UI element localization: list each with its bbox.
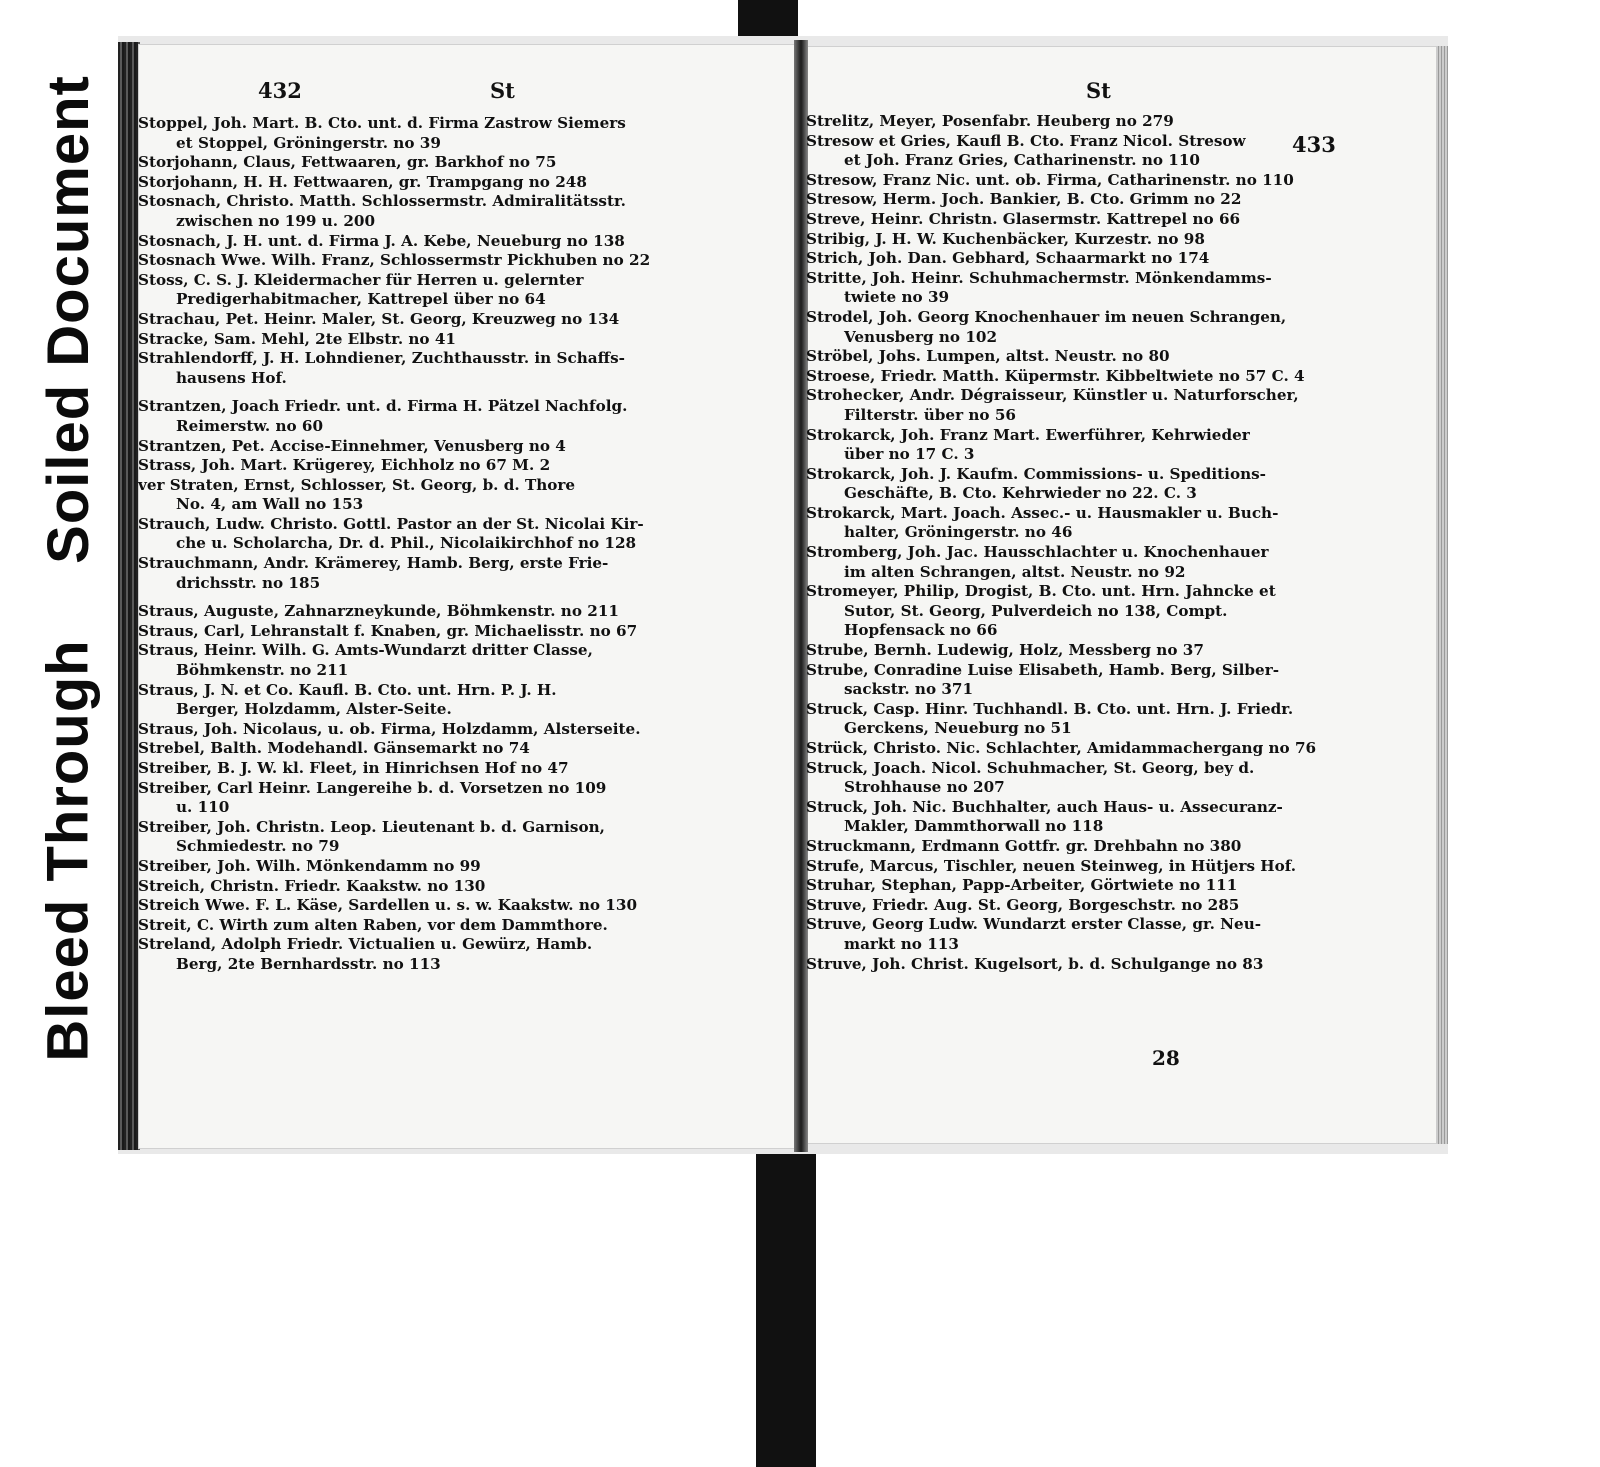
directory-entry	[806, 367, 1326, 387]
left-page-header: St	[490, 78, 515, 103]
entry-continuation: che u. Scholarcha, Dr. d. Phil., Nicolaikirchhof no 128	[176, 534, 637, 553]
entry-text: Streich Wwe. F. L. Käse, Sardellen u. s. w. Kaakstw. no 130	[138, 896, 638, 915]
entry-text: Strich, Joh. Dan. Gebhard, Schaarmarkt no 174	[806, 249, 1210, 268]
directory-entry	[806, 837, 1326, 857]
entry-text: Streiber, B. J. W. kl. Fleet, in Hinrichsen Hof no 47	[138, 759, 569, 777]
entry-text: Straus, Auguste, Zahnarzneykunde, Böhmkenstr. no 211	[138, 602, 619, 621]
directory-entry	[806, 896, 1326, 916]
entry-text: Stosnach, J. H. unt. d. Firma J. A. Kebe, Neueburg no 138	[138, 231, 625, 250]
left-entry-list	[138, 114, 653, 975]
right-entry-list	[806, 112, 1326, 974]
entry-text: Streve, Heinr. Christn. Glasermstr. Kattrepel no 66	[806, 209, 1241, 228]
entry-text: Strelitz, Meyer, Posenfabr. Heuberg no 279	[806, 112, 1174, 130]
directory-entry	[138, 681, 653, 720]
directory-entry	[138, 641, 653, 680]
entry-text: Stritte, Joh. Heinr. Schuhmachermstr. Mönkendamms-	[806, 268, 1272, 287]
entry-continuation: Berg, 2te Bernhardsstr. no 113	[176, 954, 441, 973]
entry-text: Stracke, Sam. Mehl, 2te Elbstr. no 41	[138, 329, 456, 348]
directory-entry	[138, 857, 653, 877]
directory-entry	[806, 171, 1326, 191]
entry-text: Stromberg, Joh. Jac. Hausschlachter u. Knochenhauer	[806, 543, 1269, 562]
directory-entry	[138, 330, 653, 350]
page-edges	[1436, 46, 1448, 1144]
entry-text: Streiber, Joh. Christn. Leop. Lieutenant b. d. Garnison,	[138, 817, 605, 836]
entry-continuation: Makler, Dammthorwall no 118	[844, 817, 1104, 836]
directory-entry	[138, 310, 653, 330]
directory-entry	[806, 386, 1326, 425]
entry-continuation: et Stoppel, Gröningerstr. no 39	[176, 133, 441, 152]
directory-entry	[806, 504, 1326, 543]
entry-continuation: markt no 113	[844, 934, 959, 953]
entry-continuation: u. 110	[176, 798, 230, 817]
entry-text: Storjohann, H. H. Fettwaaren, gr. Trampgang no 248	[138, 172, 587, 191]
entry-text: Strube, Bernh. Ludewig, Holz, Messberg no 37	[806, 641, 1204, 660]
entry-text: Strahlendorff, J. H. Lohndiener, Zuchthausstr. in Schaffs-	[138, 349, 625, 368]
directory-entry	[138, 456, 653, 476]
entry-text: Streich, Christn. Friedr. Kaakstw. no 130	[138, 876, 486, 895]
entry-text: Ströbel, Johs. Lumpen, altst. Neustr. no 80	[806, 347, 1170, 366]
entry-continuation: Berger, Holzdamm, Alster-Seite.	[176, 700, 452, 719]
entry-text: Struck, Casp. Hinr. Tuchhandl. B. Cto. unt. Hrn. J. Friedr.	[806, 699, 1294, 718]
entry-text: Straus, Heinr. Wilh. G. Amts-Wundarzt dritter Classe,	[138, 641, 593, 660]
directory-entry	[806, 190, 1326, 210]
directory-entry	[138, 515, 653, 554]
entry-text: Struve, Joh. Christ. Kugelsort, b. d. Schulgange no 83	[806, 954, 1264, 973]
entry-text: Struck, Joh. Nic. Buchhalter, auch Haus- u. Assecuranz-	[806, 797, 1283, 816]
entry-text: Stosnach Wwe. Wilh. Franz, Schlossermstr Pickhuben no 22	[138, 251, 651, 270]
soiled-document-stamp	[22, 52, 114, 587]
entry-continuation: Reimerstw. no 60	[176, 416, 324, 435]
entry-text: Strodel, Joh. Georg Knochenhauer im neuen Schrangen,	[806, 307, 1287, 326]
directory-entry	[138, 935, 653, 974]
directory-entry	[806, 132, 1326, 171]
entry-text: Strantzen, Joach Friedr. unt. d. Firma H. Pätzel Nachfolg.	[138, 397, 628, 416]
directory-entry	[806, 543, 1326, 582]
directory-entry	[806, 582, 1326, 641]
entry-continuation: Filterstr. über no 56	[844, 405, 1016, 424]
entry-text: Stresow, Franz Nic. unt. ob. Firma, Catharinenstr. no 110	[806, 170, 1294, 189]
directory-entry	[138, 271, 653, 310]
signature-mark: 28	[1152, 1046, 1180, 1070]
entry-continuation: im alten Schrangen, altst. Neustr. no 92	[844, 562, 1186, 581]
directory-entry	[138, 554, 653, 593]
directory-entry	[138, 739, 653, 759]
directory-entry	[138, 877, 653, 897]
entry-text: Struck, Joach. Nicol. Schuhmacher, St. Georg, bey d.	[806, 758, 1255, 777]
directory-entry	[138, 173, 653, 193]
right-page-header: St	[1086, 78, 1111, 103]
entry-text: Strauchmann, Andr. Krämerey, Hamb. Berg, erste Frie-	[138, 554, 609, 573]
entry-text: Streit, C. Wirth zum alten Raben, vor dem Dammthore.	[138, 915, 608, 934]
entry-continuation: Sutor, St. Georg, Pulverdeich no 138, Compt.	[844, 601, 1228, 620]
directory-entry	[138, 818, 653, 857]
entry-text: Straus, Joh. Nicolaus, u. ob. Firma, Holzdamm, Alsterseite.	[138, 719, 641, 738]
entry-text: Strokarck, Joh. Franz Mart. Ewerführer, Kehrwieder	[806, 425, 1250, 444]
directory-entry	[806, 465, 1326, 504]
entry-text: Strauch, Ludw. Christo. Gottl. Pastor an der St. Nicolai Kir-	[138, 514, 644, 533]
entry-continuation: halter, Gröningerstr. no 46	[844, 523, 1073, 542]
entry-text: Strokarck, Mart. Joach. Assec.- u. Hausmakler u. Buch-	[806, 503, 1279, 522]
entry-continuation: No. 4, am Wall no 153	[176, 495, 364, 514]
directory-entry	[806, 112, 1326, 132]
entry-continuation: Venusberg no 102	[844, 327, 998, 346]
entry-continuation: Predigerhabitmacher, Kattrepel über no 64	[176, 290, 546, 309]
directory-entry	[138, 622, 653, 642]
directory-entry	[138, 251, 653, 271]
entry-text: Stresow, Herm. Joch. Bankier, B. Cto. Grimm no 22	[806, 190, 1242, 209]
entry-text: Stroese, Friedr. Matth. Küpermstr. Kibbeltwiete no 57 C. 4	[806, 366, 1305, 385]
directory-entry	[138, 153, 653, 173]
directory-entry	[806, 739, 1326, 759]
entry-text: Straus, Carl, Lehranstalt f. Knaben, gr. Michaelisstr. no 67	[138, 621, 638, 640]
directory-entry	[806, 876, 1326, 896]
entry-gap	[138, 593, 653, 602]
entry-text: Stribig, J. H. W. Kuchenbäcker, Kurzestr. no 98	[806, 229, 1205, 248]
directory-entry	[138, 916, 653, 936]
directory-entry	[138, 896, 653, 916]
binding-strip-bottom	[756, 1148, 816, 1467]
directory-entry	[806, 661, 1326, 700]
directory-entry	[138, 476, 653, 515]
directory-entry	[806, 249, 1326, 269]
directory-entry	[806, 347, 1326, 367]
entry-text: Strebel, Balth. Modehandl. Gänsemarkt no 74	[138, 739, 530, 758]
directory-entry	[806, 955, 1326, 975]
entry-text: Stromeyer, Philip, Drogist, B. Cto. unt. Hrn. Jahncke et	[806, 582, 1276, 601]
entry-text: Strokarck, Joh. J. Kaufm. Commissions- u. Speditions-	[806, 464, 1266, 483]
directory-entry	[138, 114, 653, 153]
directory-entry	[138, 437, 653, 457]
left-page-number: 432	[258, 78, 302, 103]
entry-continuation: über no 17 C. 3	[844, 445, 975, 464]
directory-entry	[806, 857, 1326, 877]
entry-text: Strohecker, Andr. Dégraisseur, Künstler u. Naturforscher,	[806, 386, 1299, 405]
entry-continuation: Schmiedestr. no 79	[176, 837, 340, 856]
directory-entry	[806, 230, 1326, 250]
directory-entry	[806, 426, 1326, 465]
entry-text: Strachau, Pet. Heinr. Maler, St. Georg, Kreuzweg no 134	[138, 309, 620, 328]
directory-entry	[138, 720, 653, 740]
entry-continuation: Geschäfte, B. Cto. Kehrwieder no 22. C. 3	[844, 484, 1197, 503]
entry-text: Strass, Joh. Mart. Krügerey, Eichholz no 67 M. 2	[138, 456, 551, 475]
entry-continuation: et Joh. Franz Gries, Catharinenstr. no 110	[844, 151, 1200, 170]
entry-text: Stoss, C. S. J. Kleidermacher für Herren u. gelernter	[138, 270, 584, 289]
entry-text: Streland, Adolph Friedr. Victualien u. Gewürz, Hamb.	[138, 935, 593, 954]
entry-continuation: zwischen no 199 u. 200	[176, 211, 376, 230]
soiled-document-label: Soiled Document	[35, 75, 101, 564]
entry-continuation: hausens Hof.	[176, 368, 287, 387]
directory-entry	[806, 759, 1326, 798]
entry-text: Struve, Friedr. Aug. St. Georg, Borgeschstr. no 285	[806, 895, 1240, 914]
right-page-number: 433	[1292, 132, 1336, 157]
directory-entry	[138, 232, 653, 252]
directory-entry	[138, 192, 653, 231]
entry-text: Struve, Georg Ludw. Wundarzt erster Classe, gr. Neu-	[806, 915, 1262, 934]
directory-entry	[138, 779, 653, 818]
entry-gap	[138, 388, 653, 397]
entry-text: Struhar, Stephan, Papp-Arbeiter, Görtwiete no 111	[806, 876, 1238, 895]
entry-text: Stoppel, Joh. Mart. B. Cto. unt. d. Firma Zastrow Siemers	[138, 114, 626, 132]
directory-entry	[806, 798, 1326, 837]
entry-continuation: twiete no 39	[844, 288, 950, 307]
entry-text: ver Straten, Ernst, Schlosser, St. Georg, b. d. Thore	[138, 475, 576, 494]
bleed-through-stamp	[22, 618, 114, 1083]
entry-text: Streiber, Joh. Wilh. Mönkendamm no 99	[138, 856, 481, 875]
entry-continuation: Strohhause no 207	[844, 778, 1005, 797]
directory-entry	[806, 700, 1326, 739]
entry-text: Strück, Christo. Nic. Schlachter, Amidammachergang no 76	[806, 739, 1317, 757]
directory-entry	[806, 915, 1326, 954]
directory-entry	[806, 641, 1326, 661]
book-spine-edge	[118, 42, 140, 1150]
directory-entry	[806, 269, 1326, 308]
entry-continuation: Böhmkenstr. no 211	[176, 661, 349, 680]
entry-text: Stresow et Gries, Kaufl B. Cto. Franz Nicol. Stresow	[806, 131, 1246, 150]
entry-text: Strufe, Marcus, Tischler, neuen Steinweg, in Hütjers Hof.	[806, 856, 1297, 875]
directory-entry	[138, 602, 653, 622]
entry-text: Struckmann, Erdmann Gottfr. gr. Drehbahn no 380	[806, 836, 1242, 855]
entry-text: Streiber, Carl Heinr. Langereihe b. d. Vorsetzen no 109	[138, 778, 607, 797]
entry-text: Strube, Conradine Luise Elisabeth, Hamb. Berg, Silber-	[806, 660, 1280, 679]
entry-continuation: drichsstr. no 185	[176, 573, 321, 592]
entry-continuation: Hopfensack no 66	[844, 621, 998, 640]
entry-text: Straus, J. N. et Co. Kaufl. B. Cto. unt. Hrn. P. J. H.	[138, 680, 557, 699]
directory-entry	[138, 397, 653, 436]
directory-entry	[806, 308, 1326, 347]
entry-continuation: sackstr. no 371	[844, 680, 974, 699]
bleed-through-label: Bleed Through	[35, 639, 101, 1062]
directory-entry	[806, 210, 1326, 230]
entry-text: Storjohann, Claus, Fettwaaren, gr. Barkhof no 75	[138, 153, 557, 172]
entry-text: Strantzen, Pet. Accise-Einnehmer, Venusberg no 4	[138, 436, 566, 455]
entry-continuation: Gerckens, Neueburg no 51	[844, 719, 1072, 738]
directory-entry	[138, 349, 653, 388]
directory-entry	[138, 759, 653, 779]
entry-text: Stosnach, Christo. Matth. Schlossermstr. Admiralitätsstr.	[138, 192, 626, 211]
